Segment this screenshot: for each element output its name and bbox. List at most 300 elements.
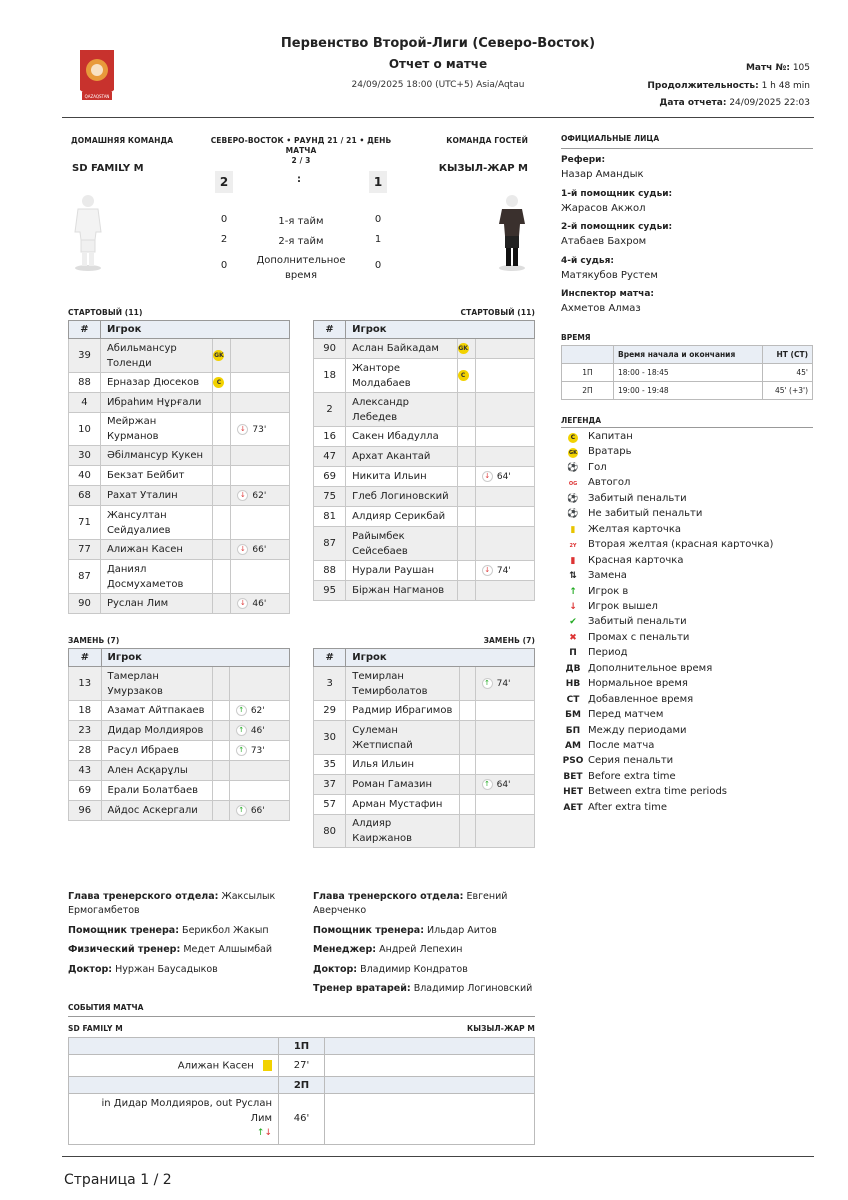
player-badge-cell <box>459 701 475 721</box>
officials-caption: ОФИЦИАЛЬНЫЕ ЛИЦА <box>561 134 660 143</box>
staff-role: Помощник тренера: <box>313 924 425 936</box>
footer-divider <box>62 1156 814 1157</box>
player-name: Ерали Болатбаев <box>101 781 213 801</box>
player-event-cell <box>231 486 290 506</box>
player-name: Рахат Уталин <box>100 486 212 506</box>
legend-item <box>562 693 693 707</box>
table-row <box>69 413 290 446</box>
table-row <box>69 393 290 413</box>
staff-role: Глава тренерского отдела: <box>68 891 219 902</box>
table-row <box>314 755 535 775</box>
page-number: Страница 1 / 2 <box>64 1172 172 1188</box>
captain-icon: C <box>458 370 469 381</box>
official-name: Жарасов Акжол <box>561 202 646 214</box>
player-event-cell <box>475 561 534 581</box>
away-team-name: КЫЗЫЛ-ЖАР М <box>438 163 528 174</box>
player-name: Сакен Ибадулла <box>346 427 457 447</box>
table-row <box>69 486 290 506</box>
legend-symbol: ✔ <box>569 617 577 628</box>
player-event-cell <box>475 507 534 527</box>
half-home-score: 0 <box>220 214 228 225</box>
player-out-icon: ↓ <box>237 598 248 609</box>
player-name: Айдос Аскергали <box>101 801 213 821</box>
table-row <box>69 373 290 393</box>
player-name: Дидар Молдияров <box>101 721 213 741</box>
table-header <box>562 346 813 364</box>
sub-minute: 46' <box>250 726 265 736</box>
legend-label: Период <box>588 647 628 659</box>
legend-item <box>562 600 658 614</box>
legend-symbol: ⚽ <box>567 509 579 520</box>
staff-name: Берикбол Жакып <box>182 924 269 936</box>
table-row <box>314 527 535 561</box>
legend-symbol: ⚽ <box>567 462 579 473</box>
staff-member <box>313 943 553 957</box>
officials-divider <box>561 148 813 149</box>
table-row <box>314 359 535 393</box>
player-event-cell <box>229 741 289 761</box>
player-badge-cell <box>213 701 230 721</box>
half-label: 1-я тайм <box>278 216 324 227</box>
staff-role: Физический тренер: <box>68 944 181 955</box>
legend-label: Игрок вышел <box>588 600 658 612</box>
player-number: 96 <box>69 801 102 821</box>
col-player: Игрок <box>100 321 289 339</box>
player-event-cell <box>475 795 534 815</box>
events-table <box>68 1037 535 1145</box>
events-home-team: SD FAMILY M <box>68 1024 123 1033</box>
time-caption: ВРЕМЯ <box>561 333 591 342</box>
legend-item <box>562 507 702 521</box>
staff-name: Андрей Лепехин <box>379 944 463 955</box>
legend-item <box>562 430 633 444</box>
home-score: 2 <box>215 171 233 193</box>
player-event-cell <box>475 467 534 487</box>
player-number: 77 <box>69 540 101 560</box>
legend-symbol: П <box>569 648 577 659</box>
staff-name: Медет Алшымбай <box>183 944 273 955</box>
player-event-cell <box>231 466 290 486</box>
sub-minute: 74' <box>496 566 511 576</box>
table-row <box>314 815 535 848</box>
player-name: Глеб Логиновский <box>346 487 457 507</box>
player-number: 80 <box>314 815 346 848</box>
col-player: Игрок <box>346 649 535 667</box>
player-number: 87 <box>69 560 101 594</box>
legend-item <box>562 724 687 738</box>
player-badge-cell <box>213 540 231 560</box>
player-name: Сулеман Жетписпай <box>346 721 459 755</box>
table-row <box>314 339 535 359</box>
legend-label: Гол <box>588 461 607 473</box>
player-number: 30 <box>69 446 101 466</box>
sub-minute: 64' <box>496 472 511 482</box>
home-team-name: SD FAMILY M <box>72 163 144 174</box>
match-datetime: 24/09/2025 18:00 (UTC+5) Asia/Aqtau <box>351 80 525 90</box>
table-row <box>314 427 535 447</box>
player-in-icon: ↑ <box>236 725 247 736</box>
table-row <box>314 487 535 507</box>
sub-minute: 73' <box>250 746 265 756</box>
player-name: Мейржан Курманов <box>100 413 212 446</box>
player-name: Біржан Нагманов <box>346 581 457 601</box>
table-row <box>69 446 290 466</box>
events-caption: СОБЫТИЯ МАТЧА <box>68 1003 144 1012</box>
table-row <box>69 761 290 781</box>
legend-icon <box>562 554 584 568</box>
legend-symbol: ⚽ <box>567 493 579 504</box>
legend-symbol: C <box>568 433 578 443</box>
player-badge-cell <box>213 413 231 446</box>
yellow-card-icon <box>263 1060 272 1071</box>
legend-symbol: GK <box>569 450 577 457</box>
player-badge-cell <box>213 373 231 393</box>
legend-symbol: OG <box>568 481 578 488</box>
player-number: 35 <box>314 755 346 775</box>
player-name: Арман Мустафин <box>346 795 459 815</box>
legend-icon <box>562 708 584 722</box>
legend-icon <box>562 430 584 444</box>
player-badge-cell <box>459 815 475 848</box>
legend-symbol: ✖ <box>569 632 577 643</box>
player-badge-cell <box>213 594 231 614</box>
player-number: 71 <box>69 506 101 540</box>
legend-label: Between extra time periods <box>588 786 728 798</box>
legend-icon <box>562 754 584 768</box>
official-name: Матякубов Рустем <box>561 269 658 281</box>
home-starting-table <box>68 320 290 614</box>
player-event-cell <box>475 815 534 848</box>
table-row <box>314 507 535 527</box>
table-row <box>69 339 290 373</box>
staff-role: Помощник тренера: <box>68 924 180 936</box>
table-header <box>69 321 290 339</box>
staff-name: Владимир Логиновский <box>413 983 533 994</box>
legend-label: Забитый пенальти <box>588 492 687 504</box>
table-row <box>314 447 535 467</box>
period-label: 2П <box>279 1077 325 1094</box>
player-badge-cell <box>457 581 475 601</box>
official-name: Назар Амандык <box>561 169 644 180</box>
legend-label: Before extra time <box>588 770 676 782</box>
legend-label: Игрок в <box>588 585 629 597</box>
half-away-score: 0 <box>374 214 382 225</box>
legend-icon <box>562 615 584 629</box>
player-name: Архат Акантай <box>346 447 457 467</box>
event-minute: 27' <box>279 1055 325 1077</box>
player-out-icon: ↓ <box>482 471 493 482</box>
staff-member <box>313 982 553 996</box>
goalkeeper-icon: GK <box>458 344 468 352</box>
player-name: Расул Ибраев <box>101 741 213 761</box>
legend-item <box>562 708 663 722</box>
legend-label: Между периодами <box>588 724 687 736</box>
legend-icon <box>562 492 584 506</box>
player-badge-cell <box>457 447 475 467</box>
table-row <box>69 540 290 560</box>
legend-label: Автогол <box>588 477 631 489</box>
player-badge-cell <box>457 359 475 393</box>
player-event-cell <box>475 339 534 359</box>
period-row <box>69 1038 535 1055</box>
period-row <box>69 1077 535 1094</box>
event-player: Алижан Касен <box>177 1060 254 1072</box>
player-name: Руслан Лим <box>100 594 212 614</box>
player-out-icon: ↓ <box>237 424 248 435</box>
legend-symbol: ↑ <box>569 586 577 597</box>
player-badge-cell <box>457 507 475 527</box>
player-name: Даниял Досмухаметов <box>100 560 212 594</box>
legend-label: Капитан <box>588 431 633 442</box>
header-divider <box>62 117 814 118</box>
legend-item <box>562 476 630 490</box>
col-period <box>562 346 614 364</box>
player-name: Жанторе Молдабаев <box>346 359 457 393</box>
player-name: Абильмансур Толенди <box>100 339 212 373</box>
table-row <box>314 561 535 581</box>
period-label: 1П <box>279 1038 325 1055</box>
legend-label: Вратарь <box>588 446 632 458</box>
legend-item <box>562 662 712 676</box>
goalkeeper-icon: GK <box>214 351 224 359</box>
player-number: 2 <box>314 393 346 427</box>
player-badge-cell <box>213 393 231 413</box>
table-row <box>314 467 535 487</box>
player-number: 90 <box>314 339 346 359</box>
player-in-icon: ↑ <box>236 805 247 816</box>
legend-item <box>562 538 773 552</box>
player-in-icon: ↑ <box>482 779 493 790</box>
player-number: 90 <box>69 594 101 614</box>
player-number: 40 <box>69 466 101 486</box>
player-name: Темирлан Темирболатов <box>346 667 459 701</box>
logo-text: QAZAQSTAN <box>84 94 110 99</box>
legend-icon <box>562 569 584 583</box>
legend-icon <box>562 523 584 537</box>
legend-label: После матча <box>588 740 655 751</box>
player-in-icon: ↑ <box>236 745 247 756</box>
player-badge-cell <box>213 466 231 486</box>
events-divider <box>68 1016 535 1017</box>
player-event-cell <box>475 427 534 447</box>
event-row <box>69 1055 535 1077</box>
player-number: 16 <box>314 427 346 447</box>
legend-symbol: БП <box>565 725 581 736</box>
table-row <box>69 701 290 721</box>
player-name: Никита Ильин <box>346 467 457 487</box>
player-event-cell <box>475 701 534 721</box>
legend-icon <box>562 585 584 599</box>
round-info: СЕВЕРО-ВОСТОК • РАУНД 21 / 21 • ДЕНЬ МАТЧА 2 / 3 <box>210 136 392 165</box>
player-name: Ибраһим Нұрғали <box>100 393 212 413</box>
player-number: 10 <box>69 413 101 446</box>
player-number: 13 <box>69 667 102 701</box>
player-badge-cell <box>213 781 230 801</box>
player-event-cell <box>231 446 290 466</box>
legend-item <box>562 445 632 459</box>
legend-item <box>562 770 676 784</box>
player-event-cell <box>229 701 289 721</box>
player-number: 81 <box>314 507 346 527</box>
legend-label: Замена <box>588 570 627 582</box>
table-row <box>69 721 290 741</box>
player-event-cell <box>229 801 289 821</box>
legend-symbol: 2Y <box>569 543 577 550</box>
away-start-caption: СТАРТОВЫЙ (11) <box>460 308 535 317</box>
player-event-cell <box>475 775 534 795</box>
player-badge-cell <box>457 427 475 447</box>
half-home-score: 0 <box>220 260 228 271</box>
player-in-icon: ↑ <box>236 705 247 716</box>
legend-symbol: BET <box>563 771 583 782</box>
col-num: # <box>314 321 346 339</box>
player-name: Радмир Ибрагимов <box>346 701 459 721</box>
player-badge-cell <box>459 721 475 755</box>
staff-name: Евгений Аверченко <box>313 891 508 916</box>
legend-symbol: ↓ <box>569 601 577 612</box>
legend-icon <box>562 461 584 475</box>
table-row <box>314 393 535 427</box>
legend-symbol: ▮ <box>570 524 576 535</box>
away-staff <box>313 890 553 1002</box>
half-label: Дополнительное время <box>256 255 346 281</box>
player-number: 87 <box>314 527 346 561</box>
substitution-icon: ↑↓ <box>256 1128 272 1138</box>
official-role: 4-й судья: <box>561 255 614 266</box>
event-minute: 46' <box>279 1094 325 1145</box>
half-away-score: 1 <box>374 234 382 245</box>
legend-label: Нормальное время <box>588 678 688 690</box>
table-row <box>69 466 290 486</box>
col-ht: НТ (СТ) <box>763 346 813 364</box>
time-range: 19:00 - 19:48 <box>614 382 763 400</box>
legend-label: Желтая карточка <box>588 523 681 535</box>
home-staff <box>68 890 290 982</box>
player-badge-cell <box>213 506 231 540</box>
legend-icon <box>562 693 584 707</box>
player-badge-cell <box>459 755 475 775</box>
sub-minute: 62' <box>252 491 267 501</box>
player-event-cell <box>475 721 534 755</box>
table-row <box>69 801 290 821</box>
time-ht: 45' (+3') <box>763 382 813 400</box>
col-num: # <box>314 649 346 667</box>
report-title: Первенство Второй-Лиги (Северо-Восток) <box>280 36 596 51</box>
match-number: Матч №: 105 <box>745 63 810 73</box>
event-home-cell <box>69 1055 279 1077</box>
table-header <box>314 649 535 667</box>
staff-member <box>313 890 553 918</box>
staff-role: Тренер вратарей: <box>313 983 411 994</box>
home-subs-caption: ЗАМЕНЬ (7) <box>68 636 120 645</box>
player-name: Нурали Раушан <box>346 561 457 581</box>
player-number: 88 <box>314 561 346 581</box>
player-number: 30 <box>314 721 346 755</box>
table-row <box>314 721 535 755</box>
sub-minute: 66' <box>252 545 267 555</box>
legend-item <box>562 785 727 799</box>
home-start-caption: СТАРТОВЫЙ (11) <box>68 308 143 317</box>
staff-name: Ильдар Аитов <box>427 924 497 936</box>
player-name: Роман Гамазин <box>346 775 459 795</box>
legend-item <box>562 631 689 645</box>
player-name: Аслан Байкадам <box>346 339 457 359</box>
player-event-cell <box>229 761 289 781</box>
legend-icon <box>562 739 584 753</box>
table-row <box>69 781 290 801</box>
sub-minute: 62' <box>250 706 265 716</box>
player-number: 37 <box>314 775 346 795</box>
legend-symbol: HET <box>563 787 583 798</box>
legend-label: Дополнительное время <box>588 662 713 674</box>
player-number: 18 <box>314 359 346 393</box>
table-row <box>314 667 535 701</box>
player-badge-cell <box>213 486 231 506</box>
player-name: Тамерлан Умурзаков <box>101 667 213 701</box>
player-badge-cell <box>457 393 475 427</box>
report-subtitle: Отчет о матче <box>388 57 488 71</box>
legend-icon <box>562 631 584 645</box>
away-team-caption: КОМАНДА ГОСТЕЙ <box>446 136 528 145</box>
player-badge-cell <box>213 761 230 781</box>
table-row <box>314 775 535 795</box>
player-number: 43 <box>69 761 102 781</box>
staff-member <box>68 963 290 977</box>
player-event-cell <box>475 755 534 775</box>
staff-member <box>313 924 553 938</box>
col-player: Игрок <box>346 321 535 339</box>
player-event-cell <box>229 721 289 741</box>
legend-label: Перед матчем <box>588 709 664 721</box>
player-name: Александр Лебедев <box>346 393 457 427</box>
legend-icon <box>562 646 584 660</box>
player-event-cell <box>231 413 290 446</box>
player-out-icon: ↓ <box>237 544 248 555</box>
away-score: 1 <box>369 171 387 193</box>
legend-symbol: БМ <box>565 710 581 721</box>
player-event-cell <box>231 339 290 373</box>
legend-label: Промах с пенальти <box>588 631 690 643</box>
player-name: Әбілмансур Кукен <box>100 446 212 466</box>
staff-member <box>68 924 290 938</box>
player-badge-cell <box>213 446 231 466</box>
match-duration: Продолжительность: 1 h 48 min <box>647 81 810 91</box>
away-subs-caption: ЗАМЕНЬ (7) <box>483 636 535 645</box>
legend-symbol: ДВ <box>565 663 581 674</box>
player-name: Алижан Касен <box>100 540 212 560</box>
legend-item <box>562 461 607 475</box>
score-separator: : <box>297 174 301 185</box>
player-in-icon: ↑ <box>482 678 493 689</box>
legend-icon <box>562 724 584 738</box>
legend-symbol: PSO <box>562 756 584 767</box>
table-row <box>314 581 535 601</box>
player-event-cell <box>475 393 534 427</box>
table-row <box>562 364 813 382</box>
legend-label: Серия пенальти <box>588 755 674 767</box>
time-ht: 45' <box>763 364 813 382</box>
player-event-cell <box>229 667 289 701</box>
legend-icon <box>562 801 584 815</box>
legend-label: Не забитый пенальти <box>588 508 703 520</box>
legend-icon <box>562 507 584 521</box>
event-substitution: in Дидар Молдияров, out Руслан Лим <box>101 1098 272 1124</box>
time-range: 18:00 - 18:45 <box>614 364 763 382</box>
legend-item <box>562 754 673 768</box>
legend-item <box>562 523 681 537</box>
legend-icon <box>562 662 584 676</box>
report-date: Дата отчета: 24/09/2025 22:03 <box>659 98 810 108</box>
